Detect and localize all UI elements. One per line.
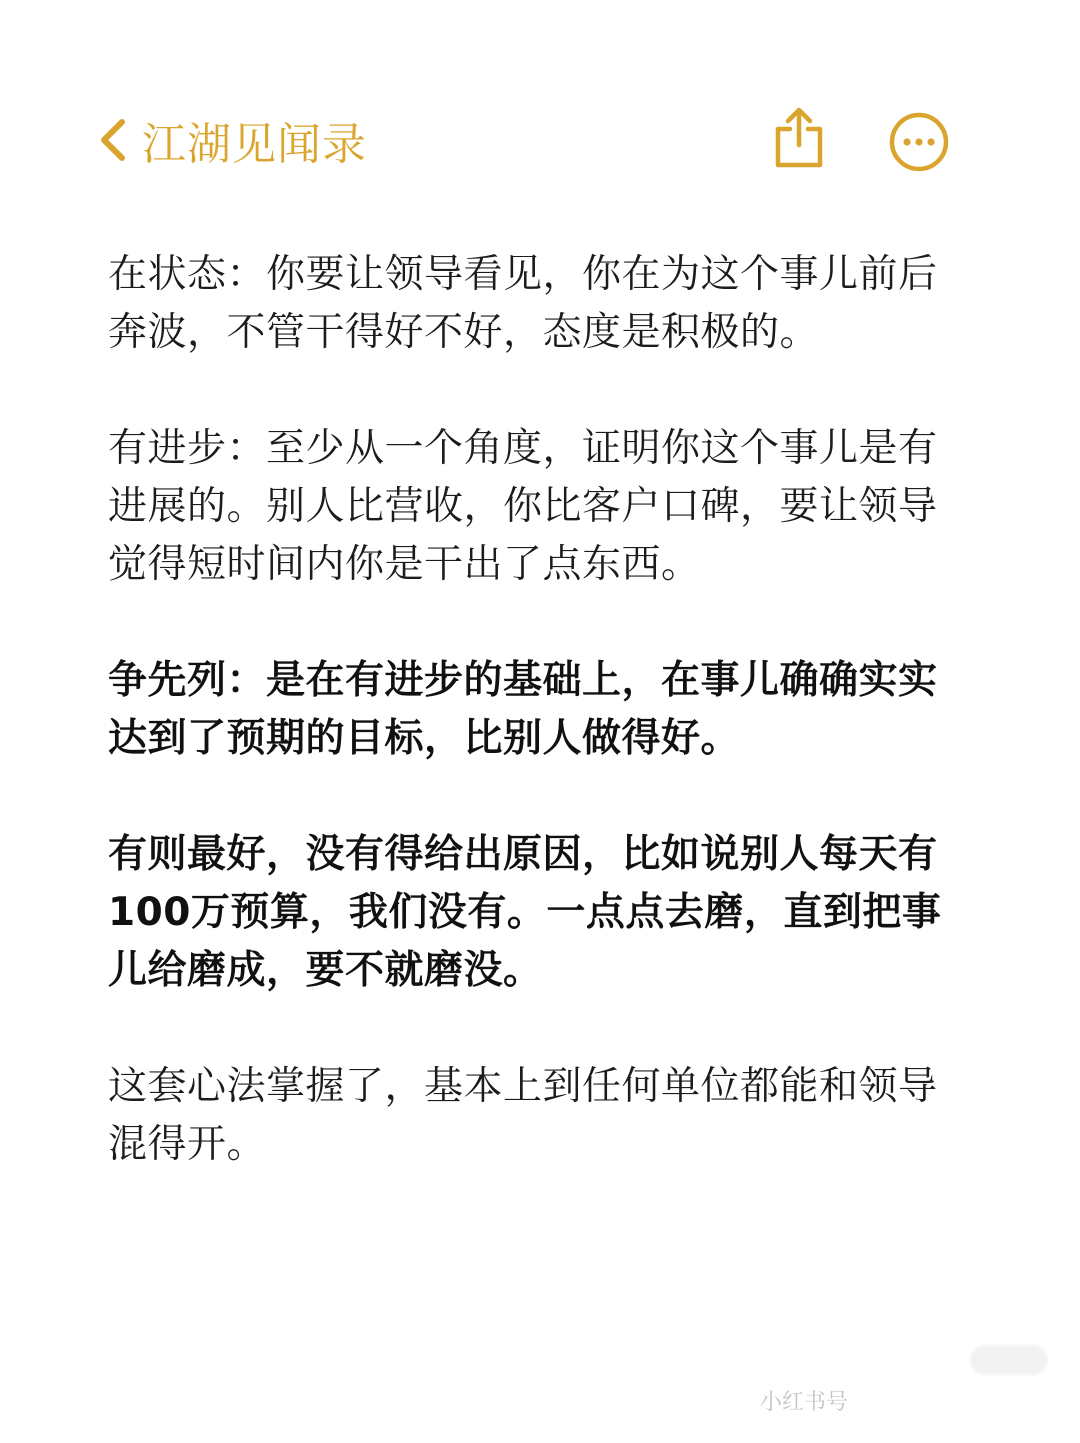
back-button[interactable] <box>92 107 367 173</box>
back-label: 江湖见闻录 <box>142 119 367 170</box>
watermark-label: 小红书号 <box>760 1389 849 1415</box>
watermark <box>760 1370 1080 1430</box>
note-paragraph-summary: 这套心法掌握了，基本上到任何单位都能和领导 混得开。 <box>108 1064 938 1167</box>
share-icon <box>770 105 828 171</box>
note-paragraph-progress: 有进步：至少从一个角度，证明你这个事儿是有 进展的。别人比营收，你比客户口碑，要让领导 觉得短时间内你是干出了点东西。 <box>108 426 938 587</box>
note-paragraph-lead: 争先列：是在有进步的基础上，在事儿确确实实 达到了预期的目标，比别人做得好。 <box>108 658 938 761</box>
navigation-bar <box>0 95 1080 185</box>
note-paragraph-reason: 有则最好，没有得给出原因，比如说别人每天有 100万预算，我们没有。一点点去磨，直到把事 儿给磨成，要不就磨没。 <box>108 832 942 993</box>
note-body[interactable] <box>108 246 988 1232</box>
chevron-left-icon <box>92 112 136 168</box>
more-icon <box>888 111 950 173</box>
more-options-button[interactable] <box>888 111 950 173</box>
note-paragraph-status: 在状态：你要让领导看见，你在为这个事儿前后 奔波，不管干得好不好，态度是积极的。 <box>108 252 938 355</box>
share-button[interactable] <box>770 105 828 171</box>
